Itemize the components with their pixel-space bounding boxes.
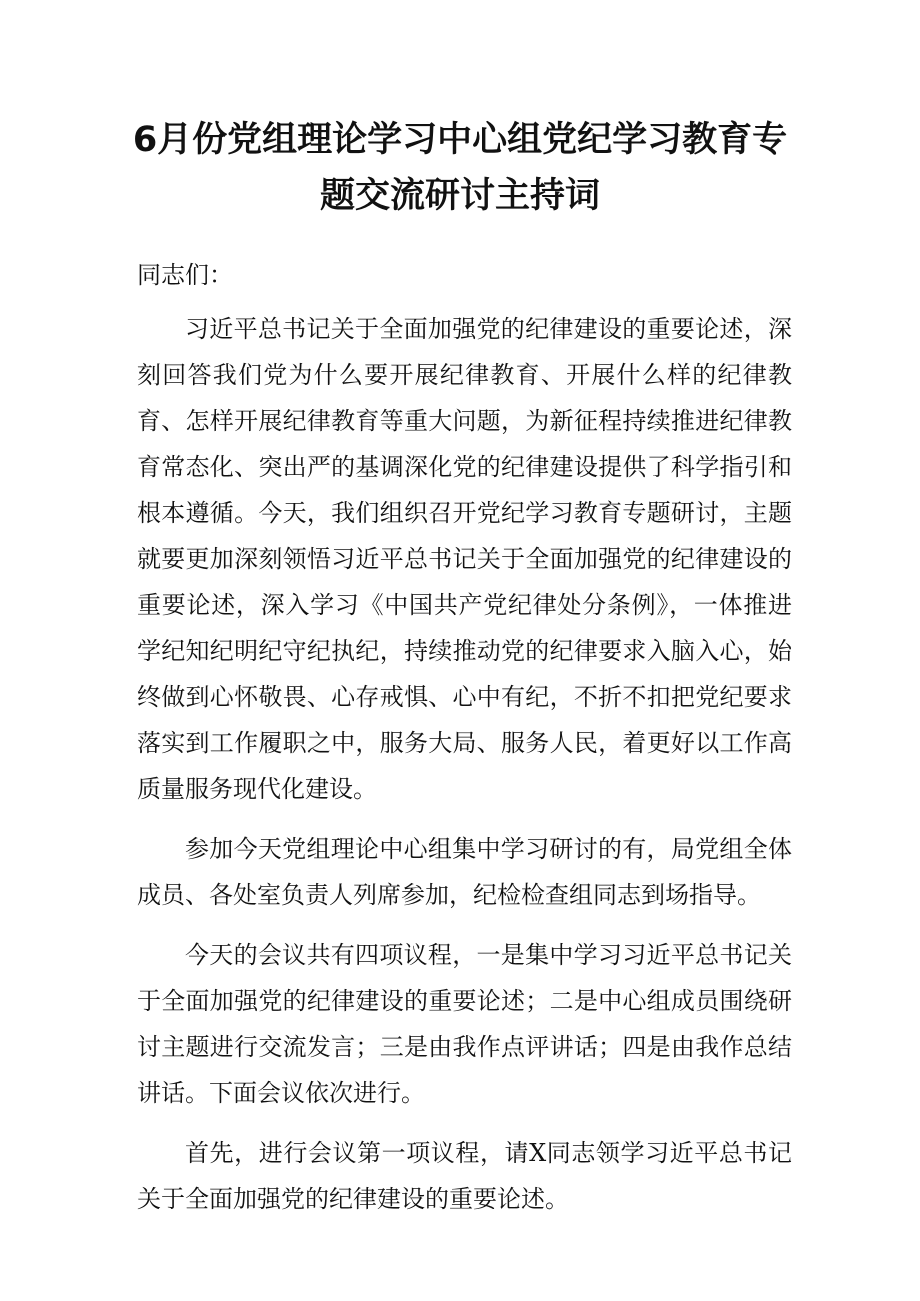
paragraph-2: 参加今天党组理论中心组集中学习研讨的有，局党组全体成员、各处室负责人列席参加，纪检检查组同志到场指导。	[137, 835, 792, 909]
greeting: 同志们：	[137, 261, 233, 289]
paragraph-1: 习近平总书记关于全面加强党的纪律建设的重要论述，深刻回答我们党为什么要开展纪律教育、开展什么样的纪律教育、怎样开展纪律教育等重大问题，为新征程持续推进纪律教育常态化、突出严的基调深化党的纪律建设提供了科学指引和根本遵循。今天，我们组织召开党纪学习教育专题研讨，主题就要更加深刻领悟习近平总书记关于全面加强党的纪律建设的重要论述，深入学习《中国共产党纪律处分条例》，一体推进学纪知纪明纪守纪执纪，持续推动党的纪律要求入脑入心，始终做到心怀敬畏、心存戒惧、心中有纪，不折不扣把党纪要求落实到工作履职之中，服务大局、服务人民，着更好以工作高质量服务现代化建设。	[137, 315, 792, 803]
paragraph-4: 首先，进行会议第一项议程，请X同志领学习近平总书记关于全面加强党的纪律建设的重要论述。	[137, 1139, 792, 1213]
title-line-2: 题交流研讨主持词	[319, 176, 600, 216]
document-body	[137, 252, 792, 1236]
title-line-1: 6月份党组理论学习中心组党纪学习教育专	[132, 120, 788, 160]
paragraph-3: 今天的会议共有四项议程，一是集中学习习近平总书记关于全面加强党的纪律建设的重要论述；二是中心组成员围绕研讨主题进行交流发言；三是由我作点评讲话；四是由我作总结讲话。下面会议依次进行。	[137, 941, 792, 1107]
document-title	[120, 112, 800, 224]
